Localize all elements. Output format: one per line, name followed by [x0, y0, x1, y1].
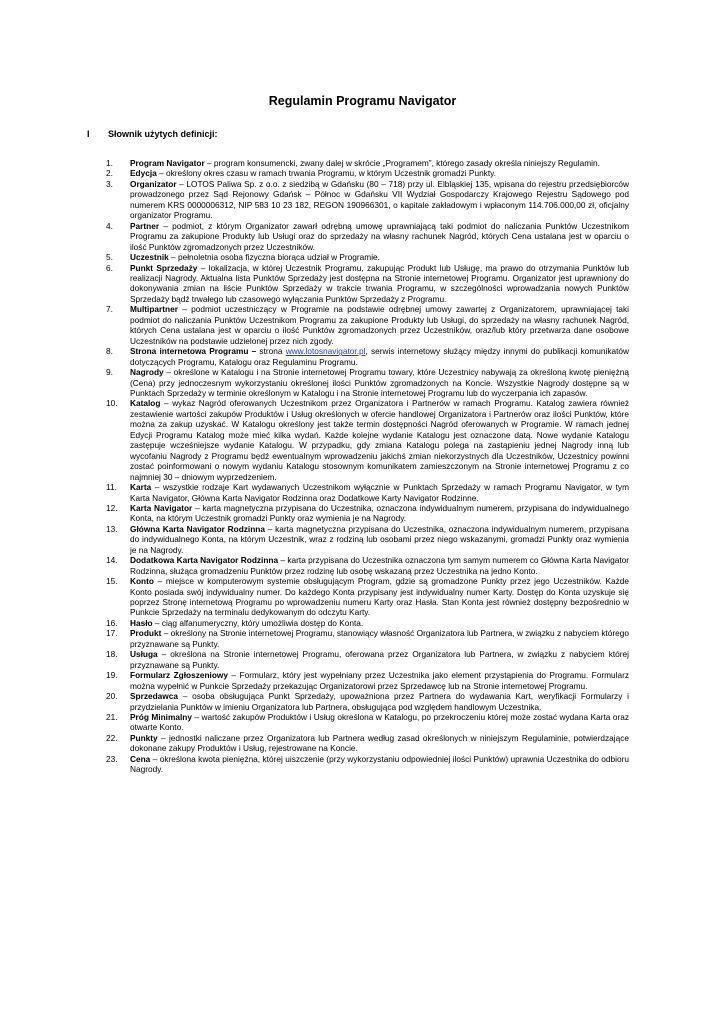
definition-item [96, 628, 629, 649]
definition-number [96, 712, 130, 733]
definition-item [96, 524, 629, 555]
definition-number-text: 1. [106, 158, 113, 168]
definition-number [96, 304, 130, 346]
definition-item [96, 503, 629, 524]
definition-number [96, 158, 130, 168]
definition-number-text: 11. [106, 482, 117, 493]
definition-term: Konto [130, 576, 154, 587]
definition-term: Strona internetowa Programu – [130, 346, 257, 357]
definition-term: Multipartner [130, 304, 178, 315]
definition-number [96, 221, 130, 252]
definition-text: – osoba obsługująca Punkt Sprzedaży, upoważniona przez Partnera do wydawania Kart, weryfikacji Formularzy i przydzielania Punktów w imieniu Organizatora lub Partnera, obsługująca pod względem handlowym Uczestnika. [130, 691, 629, 712]
definition-number-text: 13. [106, 523, 118, 534]
definition-text: – wartość zakupów Produktów i Usług określona w Katalogu, po przekroczeniu której może zostać wydana Karta oraz otwarte Konto. [130, 712, 629, 733]
definition-item [96, 168, 629, 178]
definition-term: Program Navigator [130, 158, 205, 168]
definition-body [130, 555, 629, 576]
definition-number [96, 649, 130, 670]
definition-text: – karta magnetyczna przypisana do Uczestnika, oznaczona indywidualnym numerem, przypisana do indywidualnego Konta, na którym Uczestnik, wraz z rodziną lub osobami przez niego wskazanymi, gromadzi Punkty oraz wymienia je na Nagrody. [130, 523, 629, 555]
definition-number-text: 10. [106, 398, 118, 409]
definition-body [130, 576, 629, 618]
definition-number [96, 576, 130, 618]
section-heading [87, 129, 629, 139]
definition-number-text: 16. [106, 617, 118, 628]
definition-number [96, 670, 130, 691]
definition-number-text: 22. [106, 732, 118, 743]
definition-body [130, 179, 629, 221]
definition-number-text: 8. [106, 346, 113, 357]
definition-number-text: 19. [106, 670, 118, 681]
definition-text: – podmiot, z którym Organizator zawarł odrębną umowę uprawniającą taki podmiot do naliczania Punktów Uczestnikom Programu za zakupione Produkty lub Usługi oraz do sprzedaży na własny rachunek Nagród, których Cena ustalana jest w oparciu o ilość Punktów zgromadzonych przez Uczestników. [130, 220, 629, 252]
definition-item [96, 179, 629, 221]
section-number: I [87, 129, 90, 139]
definition-body [130, 346, 629, 367]
definition-term: Organizator [130, 178, 177, 189]
definition-number-text: 21. [106, 712, 118, 723]
definition-number-text: 23. [106, 753, 118, 764]
definitions-list [96, 158, 629, 775]
definition-term: Karta Navigator [130, 502, 193, 513]
definition-number [96, 754, 130, 775]
definition-number [96, 555, 130, 576]
definition-number-text: 12. [106, 502, 118, 513]
definition-number [96, 168, 130, 178]
definition-body [130, 158, 629, 168]
definition-number-text: 5. [106, 252, 113, 263]
definition-number-text: 18. [106, 649, 118, 660]
definition-number [96, 398, 130, 482]
definition-item [96, 712, 629, 733]
section-title: Słownik użytych definicji: [108, 129, 218, 139]
definition-number [96, 263, 130, 305]
definition-text: – jednostki naliczane przez Organizatora lub Partnera według zasad określonych w niniejszym Regulaminie, potwierdzające dokonane zakupy Produktów i Usług, rejestrowane na Koncie. [130, 732, 629, 754]
definition-term: Punkty [130, 732, 158, 743]
definition-item [96, 367, 629, 398]
definition-item [96, 158, 629, 168]
definition-item [96, 576, 629, 618]
definition-number-text: 3. [106, 178, 113, 189]
definition-item [96, 252, 629, 262]
definition-number-text: 20. [106, 691, 118, 702]
website-link[interactable]: www.lotosnavigator.pl [285, 346, 366, 357]
definition-number [96, 503, 130, 524]
definition-text: – określony okres czasu w ramach trwania Programu, w którym Uczestnik gromadzi Punkty. [156, 168, 496, 179]
definition-text-pre: strona [256, 346, 286, 357]
definition-item [96, 346, 629, 367]
definition-text: – karta przypisana do Uczestnika oznaczona tym samym numerem co Główna Karta Navigator Rodzinna, służąca gromadzeniu Punktów przez rodzinę lub osobę wskazaną przez Uczestnika na jedno Konto. [130, 555, 630, 576]
definition-text: – LOTOS Paliwa Sp. z o.o. z siedzibą w Gdańsku (80 – 718) przy ul. Elbląskiej 135, wpisana do rejestru przedsiębiorców prowadzonego przez Sąd Rejonowy Gdańsk – Północ w Gdańsku VII Wydział Gospodarczy Krajowego Rejestru Sądowego pod numerem KRS 0000006312, NIP 583 10 23 182, REGON 190966301, o kapitale zakładowym i wpłaconym 114.706.000,00 zł, oficjalny organizator Programu. [130, 178, 629, 221]
definition-term: Uczestnik [130, 252, 169, 263]
definition-text: – miejsce w komputerowym systemie obsługującym Program, gdzie są gromadzone Punkty przez jego Uczestników. Każde Konto posiada swój indywidualny numer. Do każdego Konta przypisany jest indywidualny numer Karty. Dostęp do Konta uzyskuje się poprzez Stronę internetową Programu po wprowadzeniu numeru Karty oraz Hasła. Stan Konta jest również dostępny bezpośrednio w Punkcie Sprzedaży na terminalu dedykowanym do odczytu Karty. [130, 576, 629, 618]
definition-item [96, 263, 629, 305]
definition-body [130, 304, 629, 346]
definition-body [130, 691, 629, 712]
definition-item [96, 555, 629, 576]
definition-item [96, 482, 629, 503]
definition-body [130, 618, 629, 628]
definition-term: Główna Karta Navigator Rodzinna [130, 523, 265, 534]
definition-item [96, 304, 629, 346]
definition-body [130, 524, 629, 555]
definition-body [130, 670, 629, 691]
definition-body [130, 754, 629, 775]
definition-text: – lokalizacja, w której Uczestnik Programu, zakupując Produkt lub Usługę, ma prawo do otrzymania Punktów lub realizacji Nagrody. Aktualna lista Punktów Sprzedaży jest dostępna na Stronie internetowej Programu. Organizator jest uprawniony do dokonywania zmian na liście Punktów Sprzedaży w trakcie trwania Programu, w szczególności wprowadzania nowych Punktów Sprzedaży bądź trwałego lub czasowego wyłączania Punktów Sprzedaży z Programu. [130, 262, 629, 304]
definition-number [96, 733, 130, 754]
definition-number [96, 691, 130, 712]
definition-term: Formularz Zgłoszeniowy [130, 670, 228, 681]
definition-number-text: 9. [106, 367, 113, 378]
definition-text: – określona kwota pieniężna, której uiszczenie (przy wykorzystaniu odpowiedniej ilości Punktów) uprawnia Uczestnika do odbioru Nagrody. [130, 753, 629, 775]
definition-body [130, 628, 629, 649]
definition-number [96, 524, 130, 555]
definition-item [96, 733, 629, 754]
definition-term: Produkt [130, 628, 162, 639]
definition-term: Usługa [130, 649, 158, 660]
definition-term: Katalog [130, 398, 161, 409]
definition-text: – określone w Katalogu i na Stronie internetowej Programu towary, które Uczestnicy nabywają za określoną kwotę pieniężną (Cena) przy jednoczesnym wykorzystaniu określonej ilości Punktów zgromadzonych na Koncie. Wszystkie Nagrody dostępne są w Punktach Sprzedaży w terminie określonym w Katalogu i na Stronie internetowej Programu lub do wyczerpania ich zapasów. [130, 367, 629, 398]
definition-number-text: 2. [106, 168, 113, 179]
definition-term: Próg Minimalny [130, 712, 192, 723]
definition-term: Cena [130, 753, 151, 764]
definition-text: – wykaz Nagród oferowanych Uczestnikom przez Organizatora i Partnerów w ramach Programu. Katalog zawiera również zestawienie wartości zakupów Produktów i Usług określonych w ofercie handlowej Organizatora i Partnerów oraz ilości Punktów, które można za zakup uzyskać. W Katalogu określony jest także termin dostępności Nagród oferowanych w Programie. W ramach jednej Edycji Programu Katalog może mieć kilka wydań. Każde kolejne wydanie Katalogu jest oznaczone datą. Nowe wydanie Katalogu zastępuje wcześniejsze wydanie Katalogu. W przypadku, gdy zmiana Katalogu polega na zastąpieniu jednej Nagrody inną lub wycofaniu Nagrody z Programu będź ewentualnym wprowadzeniu jakichś zmian niekorzystnych dla Uczestników, Uczestnicy powinni zostać poinformowani o nowym wydaniu Katalogu stosownym komunikatem zamieszczonym na Stronie internetowej Programu z co najmniej 30 – dniowym wyprzedzeniem. [130, 398, 629, 482]
document-title: Regulamin Programu Navigator [268, 94, 457, 108]
definition-number [96, 482, 130, 503]
definition-body [130, 503, 629, 524]
definition-number [96, 346, 130, 367]
definition-text: – wszystkie rodzaje Kart wydawanych Uczestnikom wyłącznie w Punktach Sprzedaży w ramach Programu Navigator, w tym Karta Navigator, Główna Karta Navigator Rodzinna oraz Dodatkowe Karty Navigator Rodzinne. [130, 482, 629, 503]
definition-body [130, 367, 629, 398]
definition-term: Hasło [130, 617, 153, 628]
definition-body [130, 712, 629, 733]
definition-number [96, 367, 130, 398]
definition-body [130, 733, 629, 754]
definition-term: Karta [130, 482, 152, 493]
definition-number-text: 14. [106, 555, 118, 566]
definition-item [96, 670, 629, 691]
definition-term: Nagrody [130, 367, 164, 378]
definition-number [96, 628, 130, 649]
definition-text: – pełnoletnia osoba fizyczna biorąca udział w Programie. [168, 252, 380, 263]
definition-text: , serwis internetowy służący między innymi do publikacji komunikatów dotyczących Programu, Katalogu oraz Regulaminu Programu. [130, 346, 629, 367]
definition-body [130, 252, 629, 262]
definition-body [130, 168, 629, 178]
definition-number-text: 15. [106, 576, 118, 587]
definition-term: Sprzedawca [130, 691, 178, 702]
definition-text: – Formularz, który jest wypełniany przez Uczestnika jako element przystąpienia do Programu. Formularz można wypełnić w Punkcie Sprzedaży przekazując Organizatorowi przez Sprzedawcę lub na Stronie internetowej Programu. [130, 670, 629, 691]
definition-text: – określony na Stronie internetowej Programu, stanowiący własność Organizatora lub Partnera, w związku z nabyciem którego przyznawane są Punkty. [130, 628, 629, 649]
definition-text: – określona na Stronie internetowej Programu, oferowana przez Organizatora lub Partnera, w związku z nabyciem której przyznawane są Punkty. [130, 649, 629, 670]
definition-number-text: 17. [106, 628, 118, 639]
definition-text: – podmiot uczestniczący w Programie na podstawie odrębnej umowy zawartej z Organizatorem, uprawniającej taki podmiot do naliczania Punktów Uczestnikom Programu za zakupione Produkty lub Usługi, do sprzedaży na własny rachunek Nagród, których Cena ustalana jest w oparciu o ilość Punktów zgromadzonych przez Uczestników, oraz/lub który przetwarza dane osobowe Uczestników na podstawie udzielonej przez nich zgody. [130, 304, 629, 346]
definition-term: Edycja [130, 168, 157, 179]
definition-number [96, 179, 130, 221]
definition-term: Partner [130, 220, 160, 231]
definition-term: Dodatkowa Karta Navigator Rodzinna [130, 555, 279, 566]
definition-item [96, 221, 629, 252]
definition-body [130, 649, 629, 670]
definition-text: – karta magnetyczna przypisana do Uczestnika, oznaczona indywidualnym numerem, przypisana do indywidualnego Konta, na którym Uczestnik gromadzi Punkty oraz wymienia je na Nagrody. [130, 502, 630, 524]
definition-item [96, 754, 629, 775]
definition-number [96, 618, 130, 628]
definition-number [96, 252, 130, 262]
definition-body [130, 482, 629, 503]
definition-body [130, 398, 629, 482]
definition-text: – program konsumencki, zwany dalej w skrócie „Programem”, którego zasady określa niniejszy Regulamin. [204, 158, 600, 168]
definition-item [96, 618, 629, 628]
definition-term: Punkt Sprzedaży [130, 262, 198, 273]
definition-body [130, 221, 629, 252]
definition-body [130, 263, 629, 305]
definition-text: – ciąg alfanumeryczny, który umożliwia dostęp do Konta. [152, 617, 364, 628]
definition-item [96, 649, 629, 670]
definition-number-text: 6. [106, 262, 113, 273]
definition-item [96, 691, 629, 712]
definition-item [96, 398, 629, 482]
definition-number-text: 7. [106, 304, 113, 315]
definition-number-text: 4. [106, 220, 113, 231]
